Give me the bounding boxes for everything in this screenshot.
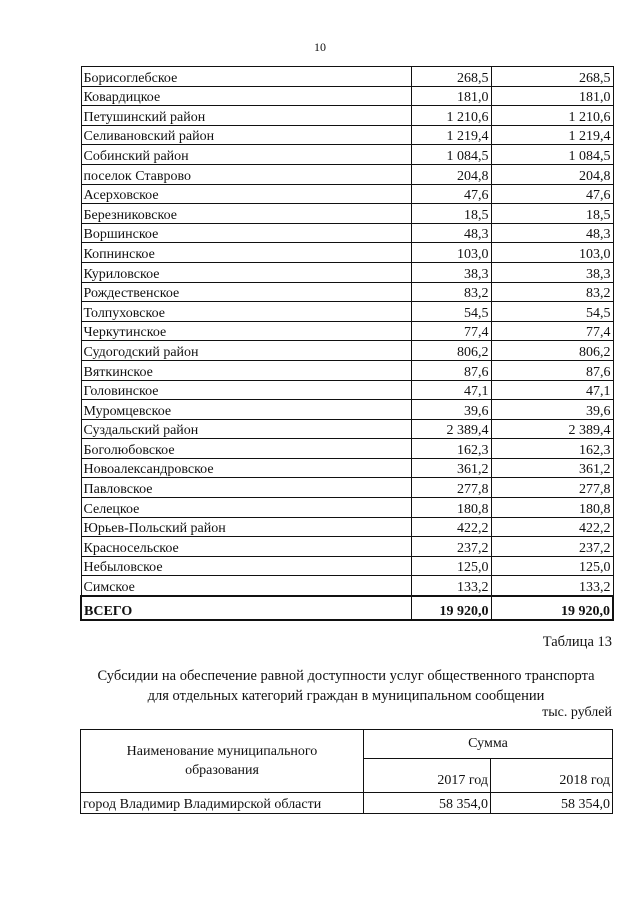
table-title-line-1: Субсидии на обеспечение равной доступности услуг общественного транспорта [97, 668, 595, 684]
cell-value-2018: 361,2 [491, 458, 613, 478]
subsidy-table-continued [80, 66, 614, 621]
header-municipality-line-2: образования [185, 763, 259, 778]
cell-value-2018: 125,0 [491, 556, 613, 576]
cell-value-2018: 58 354,0 [491, 793, 613, 814]
cell-value-2018: 2 389,4 [491, 419, 613, 439]
cell-municipality: Рождественское [81, 282, 411, 302]
cell-value-2017: 48,3 [411, 223, 491, 243]
cell-value-2017: 204,8 [411, 164, 491, 184]
cell-value-2017: 2 389,4 [411, 419, 491, 439]
cell-value-2018: 1 219,4 [491, 125, 613, 145]
cell-municipality: Небыловское [81, 556, 411, 576]
transport-subsidy-table [80, 729, 613, 814]
cell-municipality: Воршинское [81, 223, 411, 243]
cell-value-2018: 18,5 [491, 204, 613, 224]
table-row [81, 537, 613, 557]
cell-municipality: Павловское [81, 478, 411, 498]
cell-value-2017: 103,0 [411, 243, 491, 263]
table-row [81, 341, 613, 361]
cell-value-2018: 54,5 [491, 302, 613, 322]
cell-municipality: ВСЕГО [81, 596, 411, 620]
cell-municipality: Судогодский район [81, 341, 411, 361]
header-year-2018: 2018 год [491, 759, 613, 793]
cell-value-2018: 77,4 [491, 321, 613, 341]
cell-value-2018: 39,6 [491, 400, 613, 420]
table-row [81, 498, 613, 518]
header-municipality [81, 730, 364, 793]
cell-value-2017: 806,2 [411, 341, 491, 361]
table-row [81, 360, 613, 380]
cell-municipality: Суздальский район [81, 419, 411, 439]
cell-municipality: Новоалександровское [81, 458, 411, 478]
cell-value-2017: 133,2 [411, 576, 491, 596]
cell-value-2017: 1 219,4 [411, 125, 491, 145]
cell-value-2018: 204,8 [491, 164, 613, 184]
cell-municipality: Симское [81, 576, 411, 596]
table-row [81, 125, 613, 145]
cell-value-2018: 47,1 [491, 380, 613, 400]
cell-value-2017: 19 920,0 [411, 596, 491, 620]
table-row [81, 282, 613, 302]
cell-value-2018: 237,2 [491, 537, 613, 557]
cell-municipality: Черкутинское [81, 321, 411, 341]
cell-value-2017: 47,1 [411, 380, 491, 400]
header-year-2017: 2017 год [364, 759, 491, 793]
cell-municipality: Селивановский район [81, 125, 411, 145]
table-row [81, 556, 613, 576]
header-municipality-line-1: Наименование муниципального [126, 744, 318, 759]
table-row [81, 400, 613, 420]
cell-value-2018: 103,0 [491, 243, 613, 263]
cell-value-2018: 806,2 [491, 341, 613, 361]
table-row [81, 596, 613, 620]
cell-value-2017: 422,2 [411, 517, 491, 537]
cell-value-2018: 47,6 [491, 184, 613, 204]
table-row [81, 793, 613, 814]
table-row [81, 204, 613, 224]
cell-value-2018: 268,5 [491, 67, 613, 87]
cell-value-2017: 268,5 [411, 67, 491, 87]
cell-value-2017: 58 354,0 [364, 793, 491, 814]
table-row [81, 184, 613, 204]
cell-value-2018: 181,0 [491, 86, 613, 106]
cell-value-2017: 38,3 [411, 262, 491, 282]
cell-value-2017: 47,6 [411, 184, 491, 204]
cell-value-2018: 422,2 [491, 517, 613, 537]
cell-value-2017: 18,5 [411, 204, 491, 224]
cell-value-2018: 162,3 [491, 439, 613, 459]
table-row [81, 419, 613, 439]
cell-value-2018: 48,3 [491, 223, 613, 243]
cell-value-2017: 87,6 [411, 360, 491, 380]
header-sum: Сумма [364, 730, 613, 759]
cell-municipality: Селецкое [81, 498, 411, 518]
cell-municipality: Муромцевское [81, 400, 411, 420]
units-label: тыс. рублей [542, 705, 612, 720]
cell-municipality: Красносельское [81, 537, 411, 557]
cell-municipality: Боголюбовское [81, 439, 411, 459]
cell-municipality: Асерховское [81, 184, 411, 204]
cell-value-2018: 87,6 [491, 360, 613, 380]
cell-municipality: Куриловское [81, 262, 411, 282]
table-row [81, 106, 613, 126]
cell-value-2017: 1 084,5 [411, 145, 491, 165]
cell-value-2017: 39,6 [411, 400, 491, 420]
table-header-row [81, 730, 613, 759]
table-row [81, 67, 613, 87]
cell-value-2017: 180,8 [411, 498, 491, 518]
cell-municipality: Толпуховское [81, 302, 411, 322]
table-row [81, 439, 613, 459]
table-row [81, 223, 613, 243]
cell-value-2017: 181,0 [411, 86, 491, 106]
table-row [81, 380, 613, 400]
cell-municipality: поселок Ставрово [81, 164, 411, 184]
cell-municipality: Копнинское [81, 243, 411, 263]
cell-value-2018: 277,8 [491, 478, 613, 498]
cell-value-2017: 54,5 [411, 302, 491, 322]
cell-value-2017: 277,8 [411, 478, 491, 498]
cell-value-2017: 83,2 [411, 282, 491, 302]
table-title [60, 666, 632, 706]
page-number: 10 [314, 40, 326, 54]
table-row [81, 86, 613, 106]
cell-value-2017: 1 210,6 [411, 106, 491, 126]
cell-municipality: Юрьев-Польский район [81, 517, 411, 537]
cell-value-2018: 133,2 [491, 576, 613, 596]
cell-value-2017: 361,2 [411, 458, 491, 478]
cell-value-2017: 237,2 [411, 537, 491, 557]
table-row [81, 243, 613, 263]
cell-value-2018: 38,3 [491, 262, 613, 282]
table-row [81, 262, 613, 282]
cell-municipality: Головинское [81, 380, 411, 400]
table-row [81, 302, 613, 322]
cell-value-2018: 83,2 [491, 282, 613, 302]
cell-municipality: город Владимир Владимирской области [81, 793, 364, 814]
table-row [81, 517, 613, 537]
cell-municipality: Вяткинское [81, 360, 411, 380]
cell-value-2018: 180,8 [491, 498, 613, 518]
table-row [81, 576, 613, 596]
cell-value-2017: 77,4 [411, 321, 491, 341]
table-row [81, 458, 613, 478]
table-row [81, 145, 613, 165]
cell-value-2018: 1 084,5 [491, 145, 613, 165]
cell-municipality: Березниковское [81, 204, 411, 224]
cell-value-2018: 1 210,6 [491, 106, 613, 126]
table-row [81, 478, 613, 498]
cell-municipality: Собинский район [81, 145, 411, 165]
cell-value-2017: 162,3 [411, 439, 491, 459]
table-row [81, 164, 613, 184]
table-row [81, 321, 613, 341]
cell-municipality: Ковардицкое [81, 86, 411, 106]
cell-value-2018: 19 920,0 [491, 596, 613, 620]
cell-value-2017: 125,0 [411, 556, 491, 576]
table-number: Таблица 13 [542, 634, 612, 650]
cell-municipality: Борисоглебское [81, 67, 411, 87]
cell-municipality: Петушинский район [81, 106, 411, 126]
table-title-line-2: для отдельных категорий граждан в муниципальном сообщении [147, 688, 545, 704]
